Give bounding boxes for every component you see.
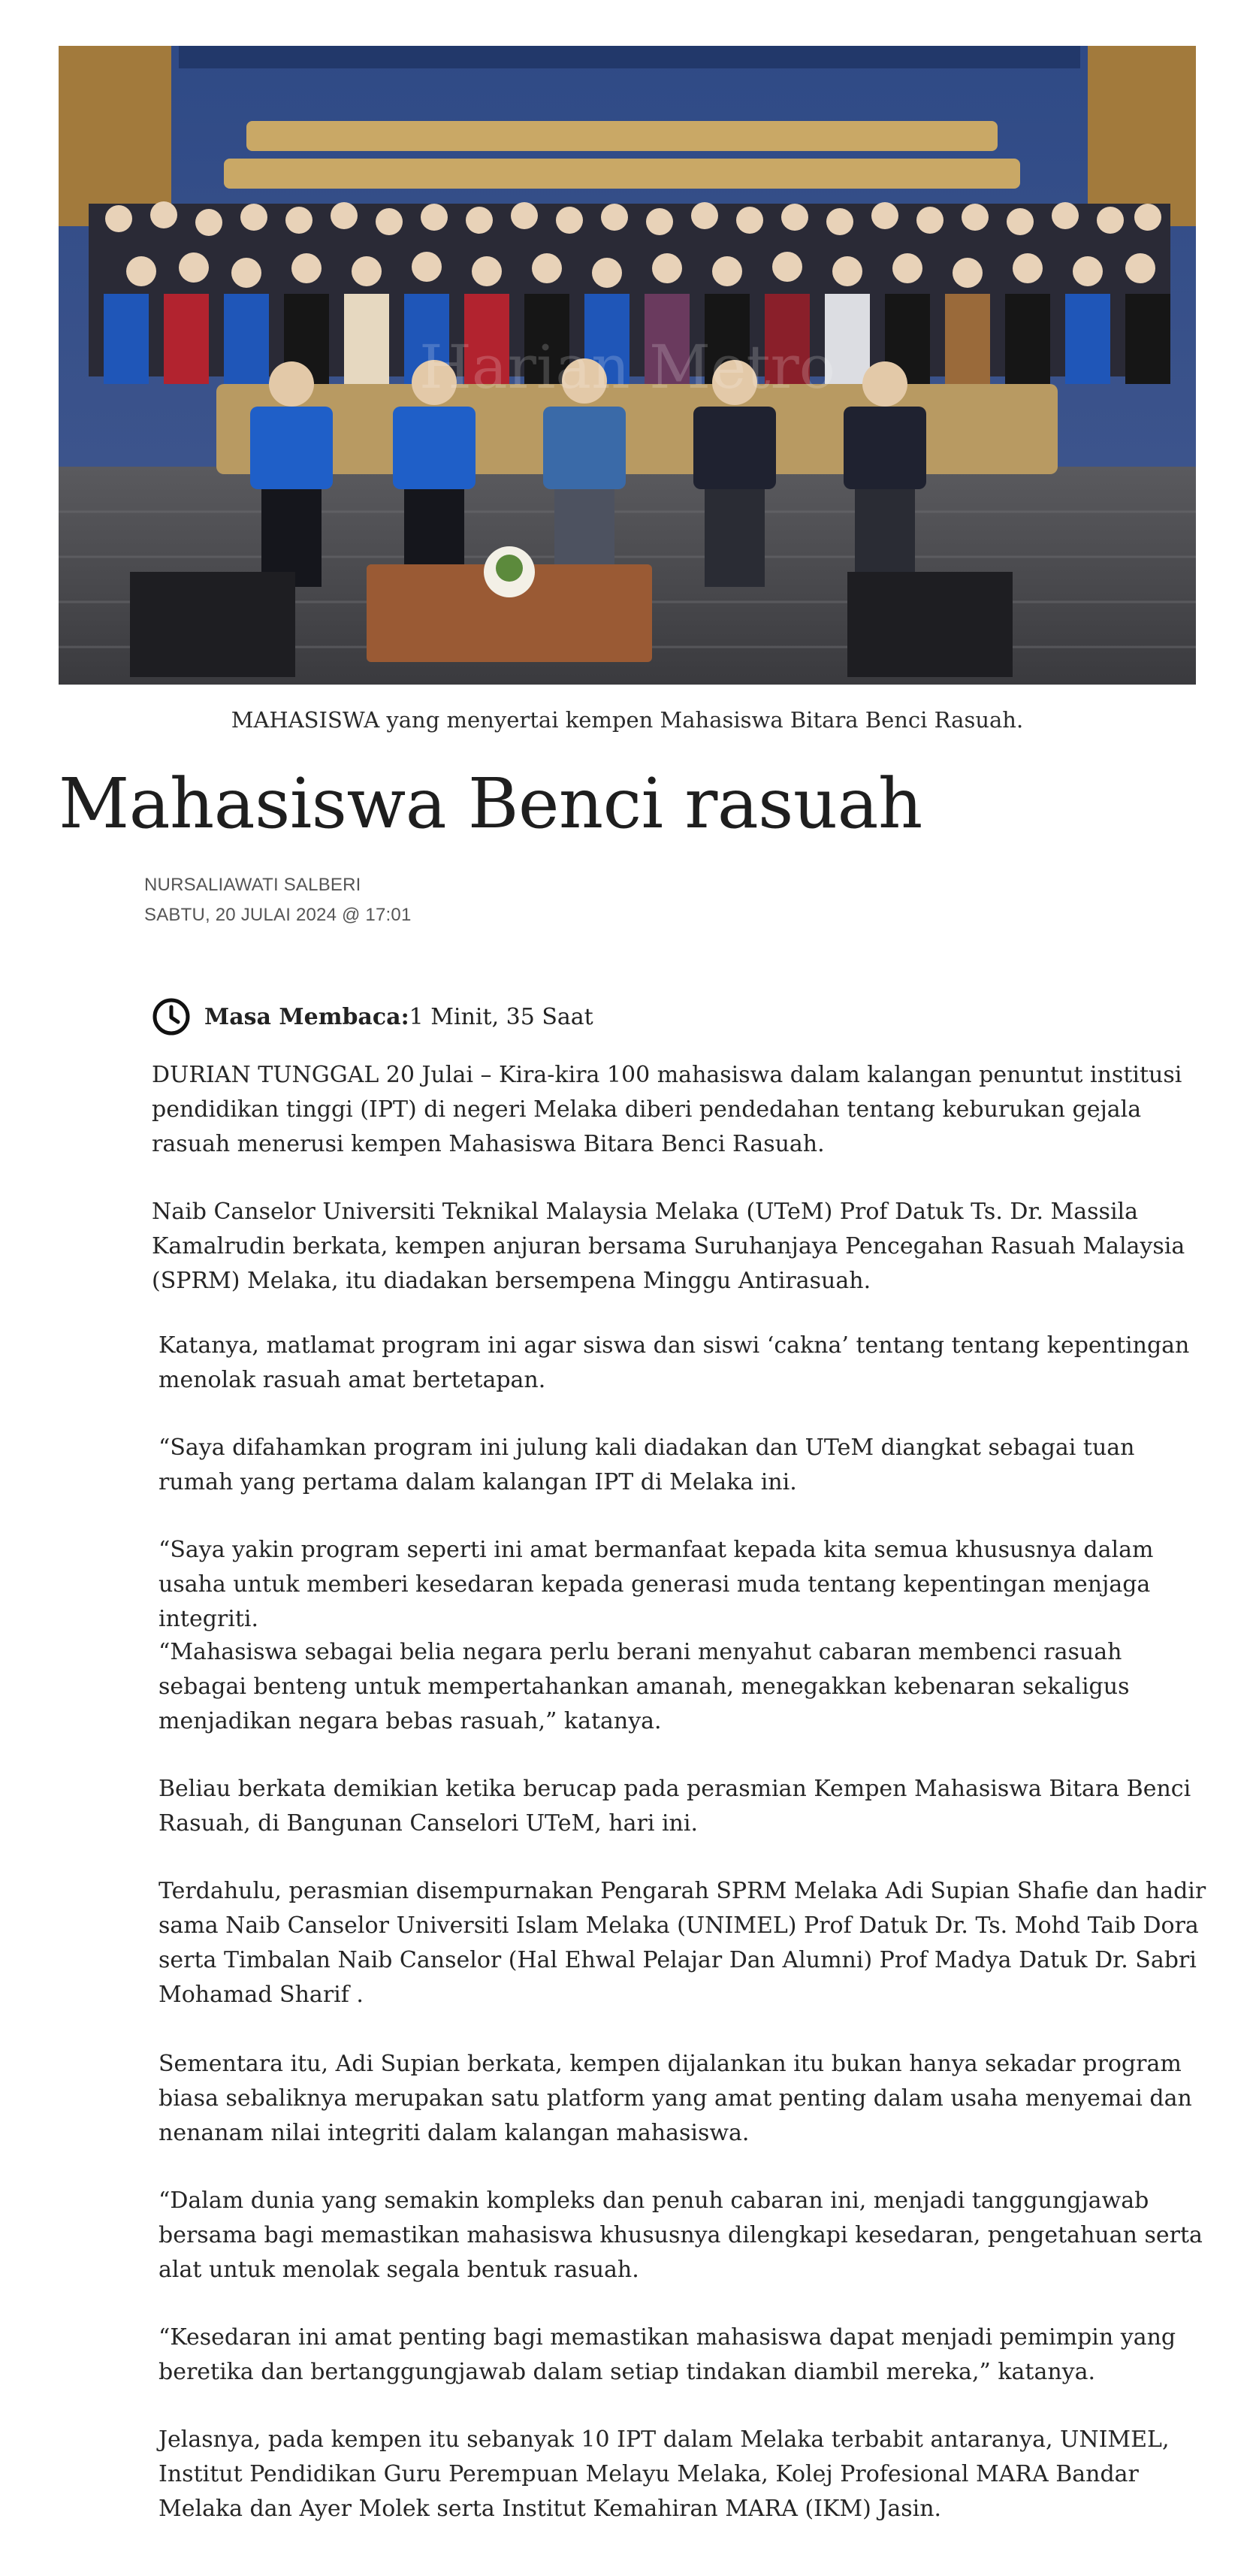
article-paragraph: “Saya difahamkan program ini julung kali diadakan dan UTeM diangkat sebagai tuan rumah yang pertama dalam kalangan IPT di Melaka ini. [159, 1435, 1135, 1495]
publish-date: SABTU, 20 JULAI 2024 @ 17:01 [144, 905, 412, 925]
group-photo-illustration [59, 46, 1196, 685]
article-paragraph: Jelasnya, pada kempen itu sebanyak 10 IPT dalam Melaka terbabit antaranya, UNIMEL, Institut Pendidikan Guru Perempuan Melayu Melaka, Kolej Profesional MARA Bandar Melaka dan Ayer Molek serta Institut Kemahiran MARA (IKM) Jasin. [159, 2426, 1170, 2522]
article-paragraph: DURIAN TUNGGAL 20 Julai – Kira-kira 100 mahasiswa dalam kalangan penuntut institusi pendidikan tinggi (IPT) di negeri Melaka diberi pendedahan tentang keburukan gejala rasuah menerusi kempen Mahasiswa Bitara Benci Rasuah. [152, 1062, 1182, 1157]
clock-icon [152, 997, 191, 1036]
article-title: Mahasiswa Benci rasuah [59, 763, 922, 844]
author-name[interactable]: NURSALIAWATI SALBERI [144, 875, 361, 895]
article-paragraph: Katanya, matlamat program ini agar siswa dan siswi ‘cakna’ tentang tentang kepentingan menolak rasuah amat bertetapan. [159, 1332, 1190, 1393]
reading-time [152, 996, 593, 1038]
article-paragraph: Beliau berkata demikian ketika berucap pada perasmian Kempen Mahasiswa Bitara Benci Rasuah, di Bangunan Canselori UTeM, hari ini. [159, 1776, 1191, 1837]
article-paragraph: Terdahulu, perasmian disempurnakan Pengarah SPRM Melaka Adi Supian Shafie dan hadir sama Naib Canselor Universiti Islam Melaka (UNIMEL) Prof Datuk Dr. Ts. Mohd Taib Dora serta Timbalan Naib Canselor (Hal Ehwal Pelajar Dan Alumni) Prof Madya Datuk Dr. Sabri Mohamad Sharif . [159, 1878, 1206, 2008]
article-paragraph: Naib Canselor Universiti Teknikal Malaysia Melaka (UTeM) Prof Datuk Ts. Dr. Massila Kamalrudin berkata, kempen anjuran bersama Suruhanjaya Pencegahan Rasuah Malaysia (SPRM) Melaka, itu diadakan bersempena Minggu Antirasuah. [152, 1199, 1185, 1294]
article-paragraph: “Kesedaran ini amat penting bagi memastikan mahasiswa dapat menjadi pemimpin yang beretika dan bertanggungjawab dalam setiap tindakan diambil mereka,” katanya. [159, 2324, 1176, 2385]
image-caption: MAHASISWA yang menyertai kempen Mahasiswa Bitara Benci Rasuah. [231, 707, 1024, 733]
article-hero-image[interactable] [59, 46, 1196, 685]
reading-time-label: Masa Membaca: [204, 1003, 409, 1030]
hero-watermark: Harian Metro [419, 332, 835, 402]
reading-time-value: 1 Minit, 35 Saat [409, 1003, 593, 1030]
article-paragraph: “Mahasiswa sebagai belia negara perlu berani menyahut cabaran membenci rasuah sebagai benteng untuk mempertahankan amanah, menegakkan kebenaran sekaligus menjadikan negara bebas rasuah,” katanya. [159, 1639, 1130, 1734]
byline [144, 870, 412, 930]
article-paragraph: “Dalam dunia yang semakin kompleks dan penuh cabaran ini, menjadi tanggungjawab bersama bagi memastikan mahasiswa khususnya dilengkapi kesedaran, pengetahuan serta alat untuk menolak segala bentuk rasuah. [159, 2187, 1203, 2283]
article-paragraph: Sementara itu, Adi Supian berkata, kempen dijalankan itu bukan hanya sekadar program biasa sebaliknya merupakan satu platform yang amat penting dalam usaha menyemai dan nenanam nilai integriti dalam kalangan mahasiswa. [159, 2051, 1192, 2146]
article-paragraph: “Saya yakin program seperti ini amat bermanfaat kepada kita semua khususnya dalam usaha untuk memberi kesedaran kepada generasi muda tentang kepentingan menjaga integriti. [159, 1537, 1154, 1632]
